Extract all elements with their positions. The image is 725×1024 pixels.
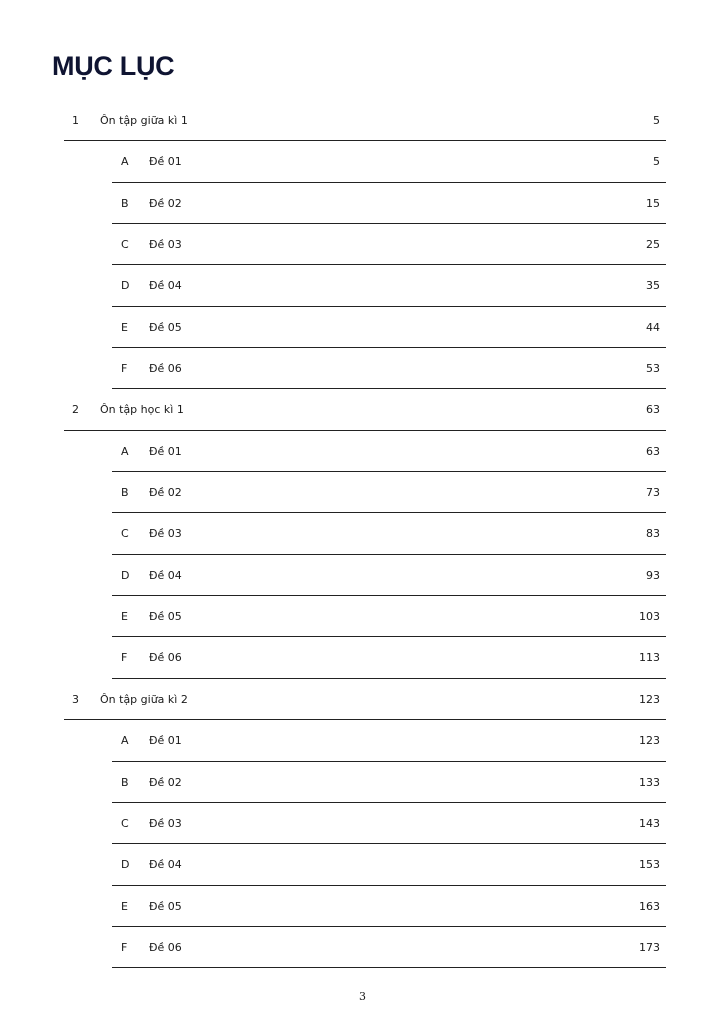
section-letter: F: [121, 651, 128, 665]
toc-section-2d[interactable]: [112, 555, 666, 596]
section-page: 15: [646, 196, 660, 210]
section-page: 83: [646, 527, 660, 541]
section-letter: E: [121, 899, 128, 913]
toc-section-1f[interactable]: [112, 348, 666, 389]
section-title: Đề 04: [149, 279, 182, 293]
section-page: 93: [646, 568, 660, 582]
section-title: Đề 03: [149, 816, 182, 830]
section-title: Đề 05: [149, 320, 182, 334]
section-title: Đề 01: [149, 155, 182, 169]
section-title: Đề 06: [149, 940, 182, 954]
chapter-page: 123: [639, 692, 660, 706]
section-letter: D: [121, 279, 130, 293]
toc-section-2f[interactable]: [112, 637, 666, 678]
section-title: Đề 03: [149, 238, 182, 252]
table-of-contents: [0, 100, 725, 968]
chapter-number: 1: [72, 114, 79, 127]
toc-section-3e[interactable]: [112, 886, 666, 927]
toc-section-3c[interactable]: [112, 803, 666, 844]
section-letter: C: [121, 527, 129, 541]
section-page: 153: [639, 858, 660, 872]
section-letter: A: [121, 155, 129, 169]
chapter-title: Ôn tập giữa kì 1: [100, 114, 188, 127]
section-title: Đề 04: [149, 858, 182, 872]
section-page: 44: [646, 320, 660, 334]
section-page: 63: [646, 444, 660, 458]
toc-section-2c[interactable]: [112, 513, 666, 554]
section-page: 25: [646, 238, 660, 252]
page-title: MỤC LỤC: [52, 51, 175, 81]
chapter-title: Ôn tập học kì 1: [100, 403, 184, 417]
toc-chapter-3[interactable]: [64, 679, 666, 720]
section-letter: B: [121, 196, 129, 210]
section-letter: E: [121, 610, 128, 624]
section-title: Đề 05: [149, 899, 182, 913]
chapter-page: 63: [646, 403, 660, 417]
chapter-page: 5: [653, 114, 660, 127]
toc-section-2b[interactable]: [112, 472, 666, 513]
toc-section-1d[interactable]: [112, 265, 666, 306]
section-letter: D: [121, 568, 130, 582]
chapter-number: 2: [72, 403, 79, 417]
section-title: Đề 04: [149, 568, 182, 582]
toc-section-3f[interactable]: [112, 927, 666, 968]
toc-chapter-2[interactable]: [64, 389, 666, 430]
section-page: 53: [646, 362, 660, 376]
section-letter: F: [121, 362, 128, 376]
section-page: 103: [639, 610, 660, 624]
section-title: Đề 06: [149, 651, 182, 665]
toc-section-1b[interactable]: [112, 183, 666, 224]
section-title: Đề 01: [149, 734, 182, 748]
toc-chapter-1[interactable]: [64, 100, 666, 141]
toc-section-3b[interactable]: [112, 762, 666, 803]
section-title: Đề 02: [149, 196, 182, 210]
toc-section-3d[interactable]: [112, 844, 666, 885]
toc-section-3a[interactable]: [112, 720, 666, 761]
section-title: Đề 05: [149, 610, 182, 624]
section-page: 35: [646, 279, 660, 293]
chapter-title: Ôn tập giữa kì 2: [100, 692, 188, 706]
section-page: 123: [639, 734, 660, 748]
section-title: Đề 06: [149, 362, 182, 376]
section-title: Đề 03: [149, 527, 182, 541]
section-page: 113: [639, 651, 660, 665]
toc-section-2e[interactable]: [112, 596, 666, 637]
section-title: Đề 02: [149, 486, 182, 500]
section-letter: C: [121, 238, 129, 252]
chapter-number: 3: [72, 692, 79, 706]
section-page: 5: [653, 155, 660, 169]
section-page: 163: [639, 899, 660, 913]
section-page: 143: [639, 816, 660, 830]
toc-section-1a[interactable]: [112, 141, 666, 182]
section-letter: E: [121, 320, 128, 334]
section-title: Đề 01: [149, 444, 182, 458]
section-title: Đề 02: [149, 775, 182, 789]
section-letter: A: [121, 444, 129, 458]
section-letter: B: [121, 775, 129, 789]
toc-section-1c[interactable]: [112, 224, 666, 265]
section-letter: D: [121, 858, 130, 872]
toc-section-2a[interactable]: [112, 431, 666, 472]
section-letter: A: [121, 734, 129, 748]
section-page: 133: [639, 775, 660, 789]
section-letter: F: [121, 940, 128, 954]
section-letter: B: [121, 486, 129, 500]
section-page: 73: [646, 486, 660, 500]
section-page: 173: [639, 940, 660, 954]
section-letter: C: [121, 816, 129, 830]
page-number: 3: [359, 990, 366, 1003]
toc-section-1e[interactable]: [112, 307, 666, 348]
